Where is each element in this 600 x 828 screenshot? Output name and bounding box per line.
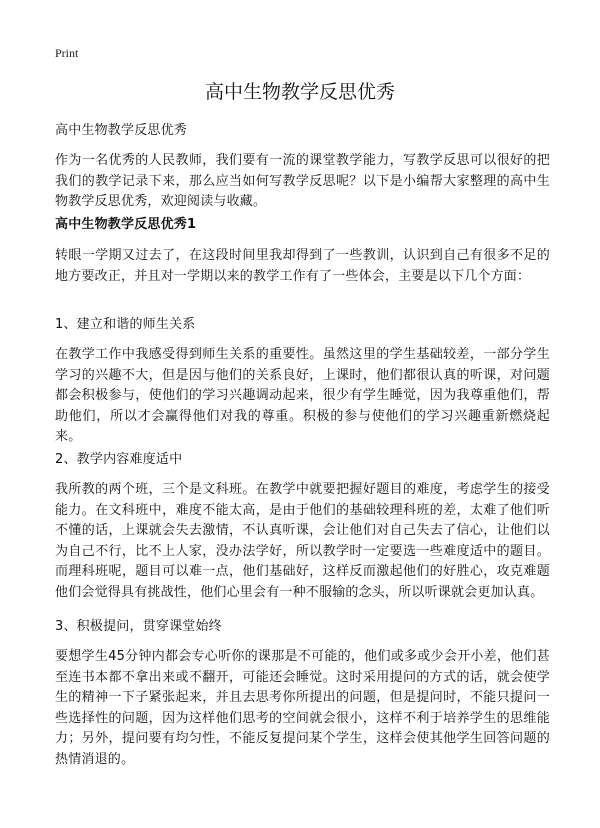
section-heading: 高中生物教学反思优秀1: [55, 217, 197, 232]
subtitle-text: 高中生物教学反思优秀: [55, 123, 188, 138]
intro-paragraph: 作为一名优秀的人民教师，我们要有一流的课堂教学能力，写教学反思可以很好的把我们的教学记录下来，那么应当如何写教学反思呢？以下是小编帮大家整理的高中生物教学反思优秀，欢迎阅读与收藏。: [55, 153, 550, 209]
paragraph-point-2: 我所教的两个班，三个是文科班。在教学中就要把握好题目的难度，考虑学生的接受能力。在文科班中，难度不能太高，是由于他们的基础较理科班的差，太难了他们听不懂的话，上课就会失去激情，不认真听课，会让他们对自己失去了信心，让他们以为自己不行，比不上人家，没办法学好，所以教学时一定要选一些难度适中的题目。而理科班呢，题目可以难一点，他们基础好，这样反而激起他们的好胜心，攻克难题他们会觉得具有挑战性，他们心里会有一种不服输的念头，所以听课就会更加认真。: [55, 482, 550, 600]
paragraph-opening: 转眼一学期又过去了，在这段时间里我却得到了一些教训，认识到自己有很多不足的地方要改正，并且对一学期以来的教学工作有了一些体会，主要是以下几个方面：: [55, 248, 550, 284]
paragraph-point-1: 在教学工作中我感受得到师生关系的重要性。虽然这里的学生基础较差，一部分学生学习的兴趣不大，但是因与他们的关系良好，上课时，他们都很认真的听课，对问题都会积极参与，使他们的学习兴趣调动起来，很少有学生睡觉，因为我尊重他们，帮助他们，所以才会赢得他们对我的尊重。积极的参与使他们的学习兴趣重新燃烧起来。: [55, 347, 550, 444]
page-title: 高中生物教学反思优秀: [204, 81, 395, 103]
point-heading-2: 2、教学内容难度适中: [55, 452, 183, 467]
point-heading-3: 3、积极提问，贯穿课堂始终: [55, 619, 222, 634]
print-link[interactable]: Print: [55, 46, 79, 60]
point-heading-1: 1、建立和谐的师生关系: [55, 317, 196, 332]
paragraph-point-3: 要想学生45分钟内都会专心听你的课那是不可能的，他们或多或少会开小差，他们甚至连书本都不拿出来或不翻开，可能还会睡觉。这时采用提问的方式的话，就会使学生的精神一下子紧张起来，并且去思考你所提出的问题，但是提问时，不能只提问一些选择性的问题，因为这样他们思考的空间就会很小，这样不利于培养学生的思维能力；另外，提问要有均匀性，不能反复提问某个学生，这样会使其他学生回答问题的热情消退的。: [55, 649, 550, 767]
